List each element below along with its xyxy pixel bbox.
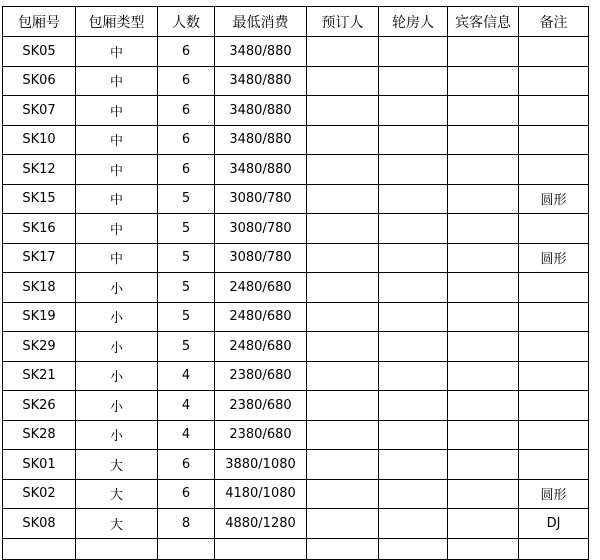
cell-note bbox=[519, 214, 589, 244]
room-booking-table bbox=[2, 6, 589, 560]
cell-booker bbox=[307, 214, 379, 244]
cell-people bbox=[158, 538, 215, 559]
cell-rotator bbox=[379, 302, 448, 332]
cell-guest-info bbox=[448, 155, 519, 185]
cell-guest-info bbox=[448, 509, 519, 539]
header-guest-info: 宾客信息 bbox=[448, 7, 519, 37]
cell-min-spend: 3480/880 bbox=[215, 66, 307, 96]
cell-room-type: 大 bbox=[76, 509, 158, 539]
cell-room-number: SK19 bbox=[3, 302, 76, 332]
cell-guest-info bbox=[448, 184, 519, 214]
cell-guest-info bbox=[448, 332, 519, 362]
cell-room-type: 大 bbox=[76, 479, 158, 509]
header-booker: 预订人 bbox=[307, 7, 379, 37]
cell-booker bbox=[307, 450, 379, 480]
cell-room-type: 中 bbox=[76, 184, 158, 214]
cell-people: 5 bbox=[158, 214, 215, 244]
cell-people: 5 bbox=[158, 332, 215, 362]
cell-min-spend: 2480/680 bbox=[215, 273, 307, 303]
cell-room-number: SK28 bbox=[3, 420, 76, 450]
header-row bbox=[3, 7, 589, 37]
header-note: 备注 bbox=[519, 7, 589, 37]
cell-booker bbox=[307, 243, 379, 273]
table-row bbox=[3, 155, 589, 185]
cell-room-number: SK12 bbox=[3, 155, 76, 185]
cell-rotator bbox=[379, 243, 448, 273]
cell-note bbox=[519, 361, 589, 391]
cell-note bbox=[519, 420, 589, 450]
cell-min-spend: 2380/680 bbox=[215, 420, 307, 450]
cell-room-type: 小 bbox=[76, 273, 158, 303]
table-row bbox=[3, 243, 589, 273]
cell-guest-info bbox=[448, 420, 519, 450]
table-row bbox=[3, 450, 589, 480]
cell-room-type: 中 bbox=[76, 155, 158, 185]
cell-guest-info bbox=[448, 302, 519, 332]
cell-rotator bbox=[379, 96, 448, 126]
table-row bbox=[3, 214, 589, 244]
cell-people: 6 bbox=[158, 479, 215, 509]
cell-note bbox=[519, 125, 589, 155]
cell-people: 5 bbox=[158, 273, 215, 303]
cell-room-number: SK08 bbox=[3, 509, 76, 539]
cell-min-spend: 2480/680 bbox=[215, 332, 307, 362]
table-row bbox=[3, 538, 589, 559]
cell-min-spend: 3480/880 bbox=[215, 96, 307, 126]
cell-room-type: 中 bbox=[76, 125, 158, 155]
cell-guest-info bbox=[448, 125, 519, 155]
table-row bbox=[3, 509, 589, 539]
cell-rotator bbox=[379, 214, 448, 244]
cell-note: DJ bbox=[519, 509, 589, 539]
cell-note bbox=[519, 273, 589, 303]
cell-guest-info bbox=[448, 538, 519, 559]
cell-room-type: 小 bbox=[76, 391, 158, 421]
cell-room-number: SK10 bbox=[3, 125, 76, 155]
cell-people: 6 bbox=[158, 96, 215, 126]
cell-min-spend: 3080/780 bbox=[215, 243, 307, 273]
cell-min-spend: 3480/880 bbox=[215, 125, 307, 155]
cell-booker bbox=[307, 420, 379, 450]
cell-room-number: SK17 bbox=[3, 243, 76, 273]
cell-min-spend: 3080/780 bbox=[215, 184, 307, 214]
cell-booker bbox=[307, 125, 379, 155]
cell-min-spend: 2480/680 bbox=[215, 302, 307, 332]
cell-room-type: 小 bbox=[76, 332, 158, 362]
cell-room-number: SK01 bbox=[3, 450, 76, 480]
table-row bbox=[3, 273, 589, 303]
cell-booker bbox=[307, 332, 379, 362]
cell-booker bbox=[307, 37, 379, 67]
cell-room-number: SK05 bbox=[3, 37, 76, 67]
cell-room-type: 中 bbox=[76, 37, 158, 67]
cell-note bbox=[519, 37, 589, 67]
cell-room-number: SK16 bbox=[3, 214, 76, 244]
cell-guest-info bbox=[448, 479, 519, 509]
cell-note: 圆形 bbox=[519, 184, 589, 214]
cell-booker bbox=[307, 509, 379, 539]
cell-people: 6 bbox=[158, 450, 215, 480]
cell-rotator bbox=[379, 509, 448, 539]
cell-booker bbox=[307, 96, 379, 126]
cell-note bbox=[519, 391, 589, 421]
cell-rotator bbox=[379, 37, 448, 67]
table-row bbox=[3, 66, 589, 96]
table-row bbox=[3, 391, 589, 421]
cell-note bbox=[519, 538, 589, 559]
cell-guest-info bbox=[448, 450, 519, 480]
cell-room-number: SK06 bbox=[3, 66, 76, 96]
cell-room-number: SK07 bbox=[3, 96, 76, 126]
cell-min-spend: 2380/680 bbox=[215, 361, 307, 391]
table-row bbox=[3, 37, 589, 67]
cell-people: 4 bbox=[158, 420, 215, 450]
cell-note bbox=[519, 96, 589, 126]
table-body bbox=[3, 37, 589, 560]
cell-note: 圆形 bbox=[519, 243, 589, 273]
cell-room-type: 中 bbox=[76, 214, 158, 244]
cell-booker bbox=[307, 302, 379, 332]
cell-guest-info bbox=[448, 273, 519, 303]
cell-min-spend: 3480/880 bbox=[215, 37, 307, 67]
cell-note bbox=[519, 332, 589, 362]
cell-rotator bbox=[379, 450, 448, 480]
table-row bbox=[3, 361, 589, 391]
cell-guest-info bbox=[448, 243, 519, 273]
cell-min-spend: 4180/1080 bbox=[215, 479, 307, 509]
cell-guest-info bbox=[448, 66, 519, 96]
cell-people: 8 bbox=[158, 509, 215, 539]
cell-min-spend: 3880/1080 bbox=[215, 450, 307, 480]
cell-rotator bbox=[379, 155, 448, 185]
cell-note bbox=[519, 66, 589, 96]
cell-note: 圆形 bbox=[519, 479, 589, 509]
cell-room-number: SK21 bbox=[3, 361, 76, 391]
cell-min-spend bbox=[215, 538, 307, 559]
cell-rotator bbox=[379, 332, 448, 362]
cell-room-type bbox=[76, 538, 158, 559]
cell-booker bbox=[307, 361, 379, 391]
cell-room-number: SK02 bbox=[3, 479, 76, 509]
cell-room-number bbox=[3, 538, 76, 559]
cell-booker bbox=[307, 66, 379, 96]
cell-people: 6 bbox=[158, 125, 215, 155]
cell-booker bbox=[307, 479, 379, 509]
cell-note bbox=[519, 450, 589, 480]
cell-min-spend: 2380/680 bbox=[215, 391, 307, 421]
cell-rotator bbox=[379, 391, 448, 421]
cell-rotator bbox=[379, 479, 448, 509]
cell-people: 6 bbox=[158, 37, 215, 67]
header-room-number: 包厢号 bbox=[3, 7, 76, 37]
cell-room-number: SK15 bbox=[3, 184, 76, 214]
cell-people: 5 bbox=[158, 184, 215, 214]
table-row bbox=[3, 420, 589, 450]
table-row bbox=[3, 96, 589, 126]
cell-people: 5 bbox=[158, 302, 215, 332]
cell-booker bbox=[307, 538, 379, 559]
table-row bbox=[3, 302, 589, 332]
cell-room-number: SK18 bbox=[3, 273, 76, 303]
cell-rotator bbox=[379, 66, 448, 96]
cell-people: 4 bbox=[158, 391, 215, 421]
cell-booker bbox=[307, 273, 379, 303]
header-room-type: 包厢类型 bbox=[76, 7, 158, 37]
cell-people: 5 bbox=[158, 243, 215, 273]
cell-people: 4 bbox=[158, 361, 215, 391]
cell-guest-info bbox=[448, 391, 519, 421]
cell-booker bbox=[307, 391, 379, 421]
cell-note bbox=[519, 302, 589, 332]
cell-room-type: 中 bbox=[76, 243, 158, 273]
cell-guest-info bbox=[448, 214, 519, 244]
cell-room-number: SK29 bbox=[3, 332, 76, 362]
cell-room-type: 中 bbox=[76, 66, 158, 96]
cell-rotator bbox=[379, 184, 448, 214]
cell-room-type: 大 bbox=[76, 450, 158, 480]
cell-booker bbox=[307, 155, 379, 185]
cell-rotator bbox=[379, 273, 448, 303]
cell-people: 6 bbox=[158, 66, 215, 96]
cell-min-spend: 4880/1280 bbox=[215, 509, 307, 539]
cell-min-spend: 3480/880 bbox=[215, 155, 307, 185]
table-row bbox=[3, 332, 589, 362]
cell-room-type: 小 bbox=[76, 302, 158, 332]
cell-room-type: 小 bbox=[76, 361, 158, 391]
cell-note bbox=[519, 155, 589, 185]
table-row bbox=[3, 125, 589, 155]
header-rotator: 轮房人 bbox=[379, 7, 448, 37]
table-row bbox=[3, 184, 589, 214]
cell-min-spend: 3080/780 bbox=[215, 214, 307, 244]
table-header bbox=[3, 7, 589, 37]
header-min-spend: 最低消费 bbox=[215, 7, 307, 37]
cell-people: 6 bbox=[158, 155, 215, 185]
table-row bbox=[3, 479, 589, 509]
cell-room-type: 小 bbox=[76, 420, 158, 450]
cell-guest-info bbox=[448, 361, 519, 391]
cell-rotator bbox=[379, 538, 448, 559]
cell-booker bbox=[307, 184, 379, 214]
header-people: 人数 bbox=[158, 7, 215, 37]
cell-rotator bbox=[379, 420, 448, 450]
cell-guest-info bbox=[448, 96, 519, 126]
cell-rotator bbox=[379, 361, 448, 391]
cell-room-type: 中 bbox=[76, 96, 158, 126]
cell-guest-info bbox=[448, 37, 519, 67]
cell-room-number: SK26 bbox=[3, 391, 76, 421]
cell-rotator bbox=[379, 125, 448, 155]
